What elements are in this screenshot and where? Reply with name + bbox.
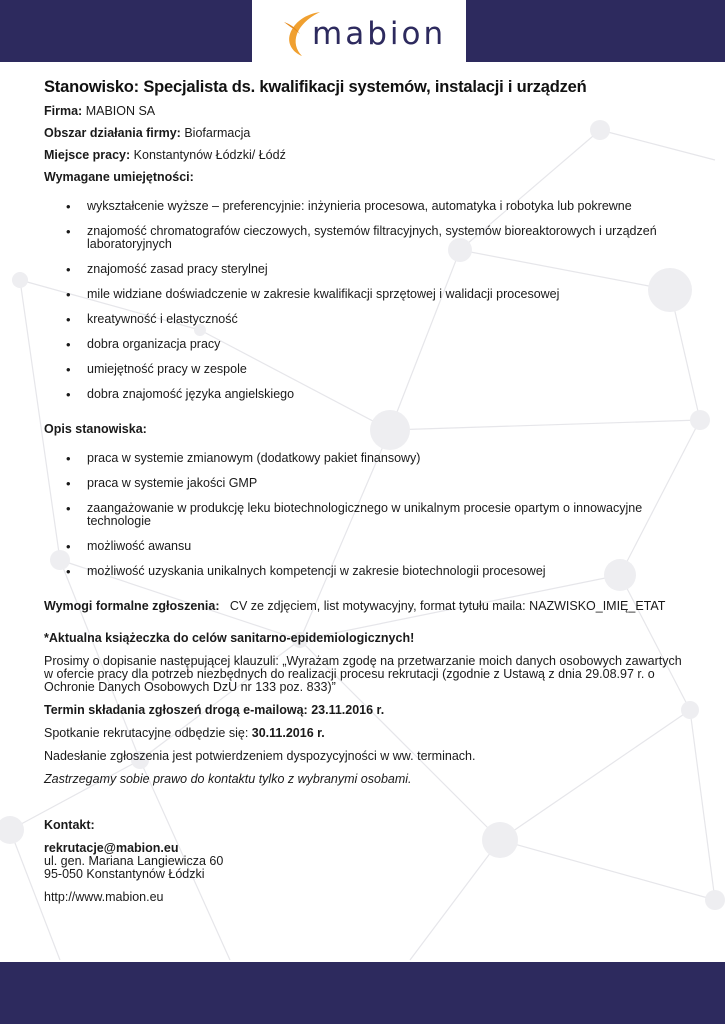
sanitary-note: *Aktualna książeczka do celów sanitarno-epidemiologicznych! [44,631,415,645]
formal-label: Wymogi formalne zgłoszenia: [44,599,220,613]
description-list [66,452,684,578]
skills-list [66,200,684,401]
place-label: Miejsce pracy: [44,148,131,162]
contact-city: 95-050 Konstantynów Łódzki [44,867,205,881]
company-label: Firma: [44,104,83,118]
list-item: • umiejętność pracy w zespole [66,363,684,376]
list-item: • mile widziane doświadczenie w zakresie kwalifikacji sprzętowej i walidacji procesowej [66,288,684,301]
header-band-right [466,0,725,62]
list-item: • znajomość chromatografów cieczowych, systemów filtracyjnych, systemów bioreaktorowych i urządzeń laboratoryjnych [66,225,684,251]
skills-heading: Wymagane umiejętności: [44,170,194,184]
contact-heading: Kontakt: [44,818,95,832]
brand-name: mabion [312,16,447,52]
list-item: • zaangażowanie w produkcję leku biotechnologicznego w unikalnym procesie opartym o innowacyjne technologie [66,502,684,528]
area-label: Obszar działania firmy: [44,126,181,140]
meeting-info [44,727,684,740]
list-item: • znajomość zasad pracy sterylnej [66,263,684,276]
company-row [44,103,684,119]
job-offer-content [44,76,684,904]
description-heading: Opis stanowiska: [44,422,147,436]
list-item: • możliwość uzyskania unikalnych kompetencji w zakresie biotechnologii procesowej [66,565,684,578]
contact-street: ul. gen. Mariana Langiewicza 60 [44,854,224,868]
list-item: • wykształcenie wyższe – preferencyjnie: inżynieria procesowa, automatyka i robotyka lub pokrewne [66,200,684,213]
job-title: Stanowisko: Specjalista ds. kwalifikacji systemów, instalacji i urządzeń [44,78,587,96]
list-item: • praca w systemie jakości GMP [66,477,684,490]
list-item: • praca w systemie zmianowym (dodatkowy pakiet finansowy) [66,452,684,465]
contact-block [44,842,684,881]
header-band-left [0,0,252,62]
list-item: • dobra organizacja pracy [66,338,684,351]
meeting-date: 30.11.2016 r. [251,726,325,740]
formal-requirements [44,600,684,613]
consent-clause: Prosimy o dopisanie następującej klauzuli: „Wyrażam zgodę na przetwarzanie moich danych osobowych zawartych w ofercie pracy dla potrzeb niezbędnych do realizacji procesu rekrutacji (zgodnie z Ustawą z dnia 29.08.97 r. o Ochronie Danych Osobowych DzU nr 133 poz. 833)” [44,654,682,694]
list-item: • kreatywność i elastyczność [66,313,684,326]
list-item: • dobra znajomość języka angielskiego [66,388,684,401]
footer-band [0,962,725,1024]
availability-note: Nadesłanie zgłoszenia jest potwierdzeniem dyspozycyjności w ww. terminach. [44,749,476,763]
reserve-note: Zastrzegamy sobie prawo do kontaktu tylko z wybranymi osobami. [44,772,412,786]
deadline: Termin składania zgłoszeń drogą e-mailową: 23.11.2016 r. [44,703,385,717]
area-row [44,125,684,141]
contact-website-row [44,891,684,904]
list-item: • możliwość awansu [66,540,684,553]
area-value: Biofarmacja [184,126,251,140]
formal-value: CV ze zdjęciem, list motywacyjny, format tytułu maila: NAZWISKO_IMIĘ_ETAT [229,599,666,613]
place-row [44,147,684,163]
website-link[interactable]: http://www.mabion.eu [44,890,164,904]
meeting-prefix: Spotkanie rekrutacyjne odbędzie się: [44,726,249,740]
company-value: MABION SA [85,104,156,118]
contact-email[interactable]: rekrutacje@mabion.eu [44,841,179,855]
place-value: Konstantynów Łódzki/ Łódź [133,148,286,162]
logo [252,0,466,62]
